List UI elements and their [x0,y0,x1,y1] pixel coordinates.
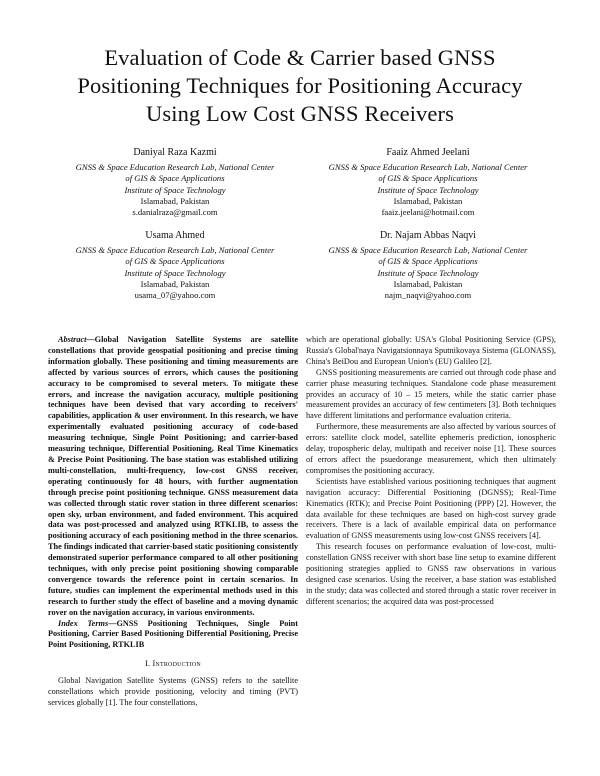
author-affiliation: of GIS & Space Applications [125,173,225,184]
title-line: Using Low Cost GNSS Receivers [146,101,454,126]
body-paragraph: which are operational globally: USA's Global Positioning Service (GPS), Russia's Global'naya Navigatsionnaya Sputnikovaya Sistema (GLONASS), China's BeiDou and European Union's (EU) Galileo [2]. [306,335,556,366]
abstract [48,335,298,619]
author-name: Usama Ahmed [145,230,205,241]
abstract-label: Abstract [58,335,87,344]
title-line: Positioning Techniques for Positioning Accuracy [77,73,523,98]
author-email: najm_naqvi@yahoo.com [384,290,472,301]
abstract-text: —Global Navigation Satellite Systems are satellite constellations that provide geospatial positioning and precise timing information globally. These positioning and timing measurements are affected by various sources of errors, which causes the positioning accuracy to be compromised to several meters. To mitigate these errors, and increase the navigation accuracy, multiple positioning techniques have been devised that vary according to receivers' capabilities, application & user environment. In this research, we have experimentally evaluated positioning accuracy of code-based measuring technique, Single Point Positioning; and carrier-based measuring technique, Differential Positioning, Real Time Kinematics & Precise Point Positioning. The base station was established utilizing multi-constellation, multi-frequency, low-cost GNSS receiver, operating continuously for 48 hours, with further augmentation through precise point positioning technique. GNSS measurement data was collected through static rover station in three different scenarios: open sky, urban environment, and faded environment. This acquired data was post-processed and analyzed using RTKLIB, to assess the positioning accuracy of each positioning method in the three scenarios. The findings indicated that carrier-based static positioning consistently demonstrated superior performance compared to all other positioning techniques, with only precise point positioning showing comparable convergence towards the reference point in certain scenarios. In future, studies can implement the experimental methods used in this research to further study the effect of baseline and a moving dynamic rover on the navigation accuracy, in various environments. [48,335,298,617]
author-city: Islamabad, Pakistan [140,278,210,289]
author-institute: Institute of Space Technology [124,267,226,278]
author-name: Faaiz Ahmed Jeelani [386,147,470,158]
author-name: Dr. Najam Abbas Naqvi [379,230,477,241]
title-line: Evaluation of Code & Carrier based GNSS [104,45,496,70]
author-affiliation: GNSS & Space Education Research Lab, National Center [75,245,275,255]
author-city: Islamabad, Pakistan [140,195,210,206]
body-paragraph: GNSS positioning measurements are carried out through code phase and carrier phase measuring techniques. Standalone code phase measurement provides an accuracy of 10 – 15 meters, while the static carrier phase measurement provides an accuracy of few centimeters [3]. Both techniques have different limitations and performance evaluation criteria. [306,367,556,421]
right-column [306,335,556,608]
author-affiliation: of GIS & Space Applications [378,173,478,184]
body-paragraph: This research focuses on performance evaluation of low-cost, multi-constellation GNSS receiver with short base line setup to examine different positioning strategies applied to GNSS raw observations in various designed case scenarios. Using the receiver, a base station was established in the study; data was collected and stored through a static rover receiver in different scenarios; the acquired data was post-processed [306,542,556,606]
author-affiliation: of GIS & Space Applications [125,256,225,267]
author-affiliation: of GIS & Space Applications [378,256,478,267]
author-institute: Institute of Space Technology [377,184,479,195]
author-email: faaiz.jeelani@hotmail.com [381,207,475,218]
author-city: Islamabad, Pakistan [393,278,463,289]
author-affiliation: GNSS & Space Education Research Lab, National Center [328,245,528,255]
author-city: Islamabad, Pakistan [393,195,463,206]
paper-title [40,44,560,128]
author-institute: Institute of Space Technology [124,184,226,195]
author-block [50,146,300,218]
author-block [50,229,300,301]
body-paragraph: Furthermore, these measurements are also affected by various sources of errors: satellite clock model, satellite ephemeris prediction, ionospheric delay, tropospheric delay, multipath and receiver noise [1]. These sources of errors affect the psuedorange measurement, which then ultimately compromises the positioning accuracy. [306,422,556,475]
index-terms-text: —GNSS Positioning Techniques, Single Point Positioning, Carrier Based Positioning Differential Positioning, Precise Point Positioning, RTKLIB [48,618,298,650]
author-block [303,229,553,301]
author-email: s.danialraza@gmail.com [132,207,218,218]
author-institute: Institute of Space Technology [377,267,479,278]
left-column [48,335,298,709]
author-email: usama_07@yahoo.com [134,290,216,301]
section-heading: I. Introduction [145,659,201,669]
author-affiliation: GNSS & Space Education Research Lab, National Center [75,162,275,172]
intro-paragraph: Global Navigation Satellite Systems (GNSS) refers to the satellite constellations which provide positioning, velocity and timing (PVT) services globally [1]. The four constellations, [48,676,298,707]
index-terms-label: Index Terms [58,618,109,628]
body-paragraph: Scientists have established various positioning techniques that augment navigation accuracy: Differential Positioning (DGNSS); Real-Time Kinematics (RTK); and Precise Point Positioning (PPP) [2]. However, the data available for these techniques are based on high-cost survey grade receivers. There is a lack of available empirical data on performance evaluation of GNSS measurements using low-cost GNSS receivers [4]. [306,476,556,541]
author-block [303,146,553,218]
author-affiliation: GNSS & Space Education Research Lab, National Center [328,162,528,172]
index-terms [48,619,298,652]
author-name: Daniyal Raza Kazmi [133,147,217,158]
